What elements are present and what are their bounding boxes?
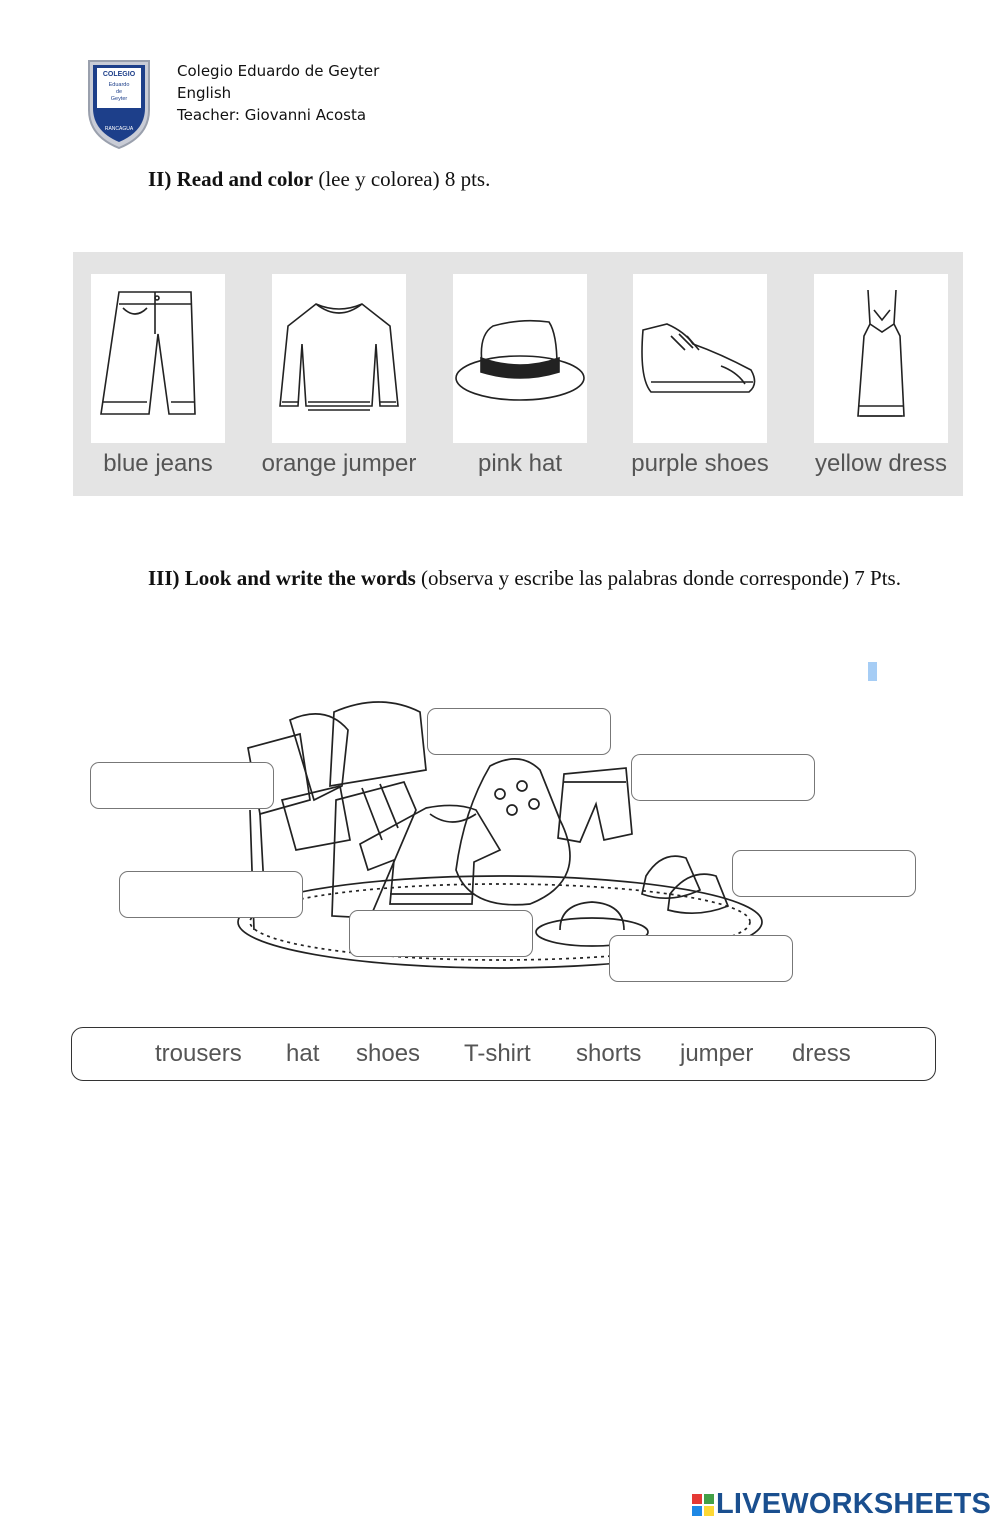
hat-icon (453, 274, 587, 443)
school-info (177, 60, 379, 126)
jumper-card[interactable] (272, 274, 406, 443)
logo-text-colegio: COLEGIO (102, 71, 136, 78)
jeans-icon (91, 274, 225, 443)
section-2-title: II) Read and color (148, 167, 314, 191)
caption-purple-shoes: purple shoes (631, 450, 769, 477)
section-2-instructions: (lee y colorea) 8 pts. (313, 167, 491, 191)
answer-box-6[interactable] (349, 910, 533, 957)
word-hat: hat (286, 1040, 320, 1067)
answer-box-3[interactable] (631, 754, 815, 801)
section-3-title: III) Look and write the words (148, 566, 416, 590)
text-cursor-marker (868, 662, 877, 681)
liveworksheets-logo-icon (692, 1494, 714, 1516)
school-name: Colegio Eduardo de Geyter (177, 62, 380, 80)
caption-yellow-dress: yellow dress (814, 450, 948, 477)
read-and-color-panel (73, 252, 963, 496)
jeans-card[interactable] (91, 274, 225, 443)
word-jumper: jumper (680, 1040, 754, 1067)
word-t-shirt: T-shirt (464, 1040, 531, 1067)
word-dress: dress (792, 1040, 851, 1067)
caption-blue-jeans: blue jeans (103, 450, 213, 477)
section-2-heading (148, 165, 490, 193)
hat-card[interactable] (453, 274, 587, 443)
answer-box-5[interactable] (119, 871, 303, 918)
brand-text: LIVEWORKSHEETS (716, 1488, 992, 1520)
logo-text-eduardo: Eduardo (108, 82, 130, 88)
answer-box-1[interactable] (427, 708, 611, 755)
school-logo (86, 58, 152, 150)
word-shoes: shoes (356, 1040, 421, 1067)
caption-pink-hat: pink hat (477, 450, 563, 477)
answer-box-2[interactable] (90, 762, 274, 809)
shoe-icon (633, 274, 767, 443)
word-shorts: shorts (576, 1040, 642, 1067)
logo-text-rancagua: RANCAGUA (104, 126, 134, 132)
liveworksheets-brand (692, 1488, 992, 1522)
dress-icon (814, 274, 948, 443)
logo-text-de: de (115, 89, 123, 95)
logo-text-geyter: Geyter (110, 96, 128, 102)
answer-box-4[interactable] (732, 850, 916, 897)
subject: English (177, 84, 232, 102)
caption-orange-jumper: orange jumper (261, 450, 417, 477)
jumper-icon (272, 274, 406, 443)
teacher: Teacher: Giovanni Acosta (177, 106, 367, 124)
word-trousers: trousers (155, 1040, 242, 1067)
shoe-card[interactable] (633, 274, 767, 443)
answer-box-7[interactable] (609, 935, 793, 982)
section-3-heading (148, 564, 948, 592)
word-bank (71, 1027, 936, 1081)
dress-card[interactable] (814, 274, 948, 443)
section-3-instructions: (observa y escribe las palabras donde corresponde) 7 Pts. (415, 566, 901, 590)
